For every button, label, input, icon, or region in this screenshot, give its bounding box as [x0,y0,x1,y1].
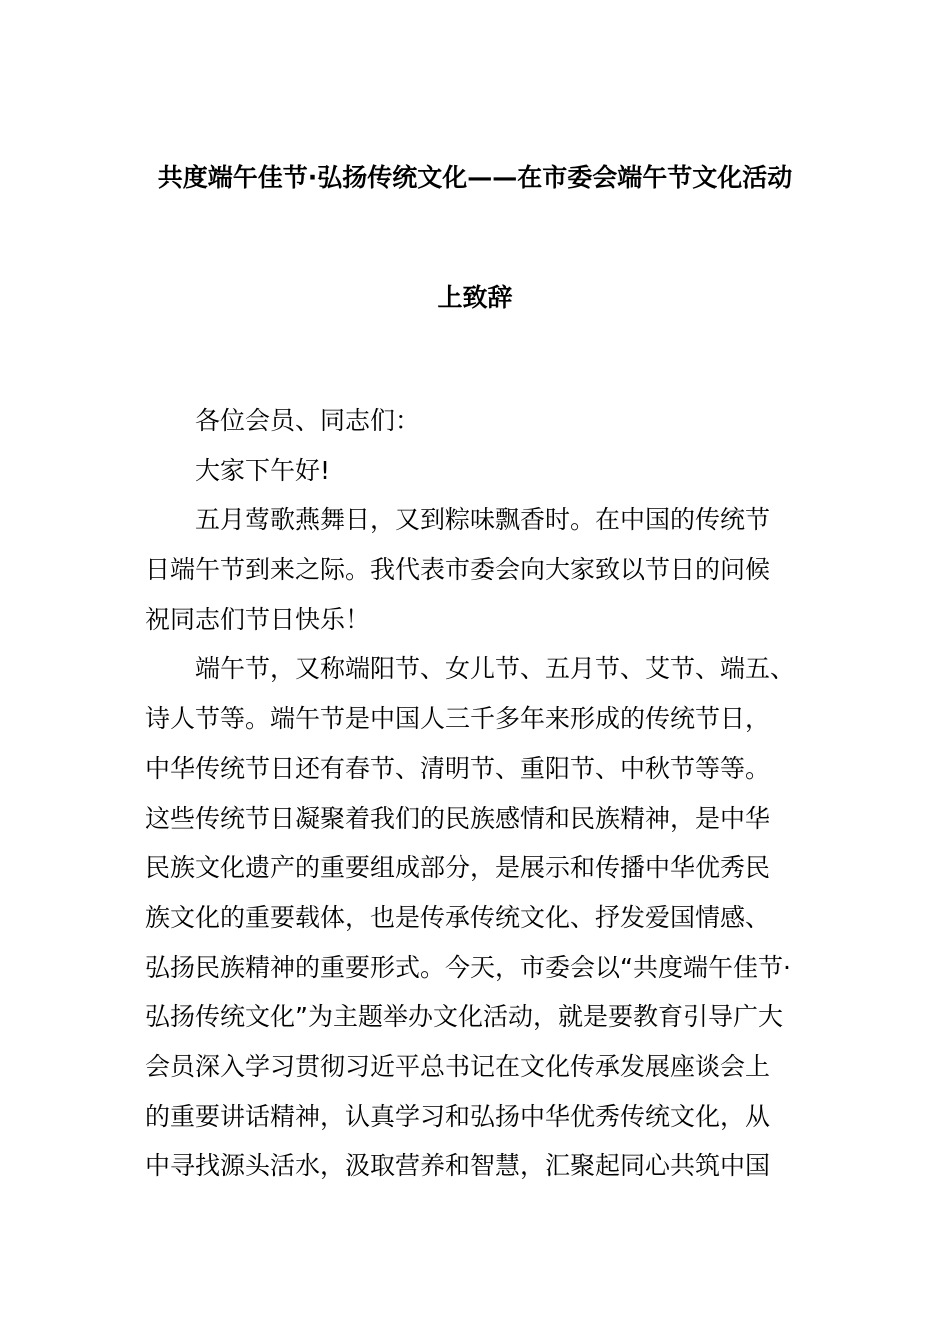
document-body [145,396,825,1191]
paragraph-2-line: 弘扬传统文化”为主题举办文化活动，就是要教育引导广大 [145,1002,783,1032]
paragraph-2-line: 中寻找源头活水，汲取营养和智慧，汇聚起同心共筑中国 [145,1151,771,1181]
paragraph-2-line: 族文化的重要载体，也是传承传统文化、抒发爱国情感、 [145,902,771,932]
paragraph-2-line: 会员深入学习贯彻习近平总书记在文化传承发展座谈会上 [145,1051,771,1081]
paragraph-2-line: 中华传统节日还有春节、清明节、重阳节、中秋节等等。 [145,753,771,783]
document-title-line-2: 上致辞 [437,283,513,312]
paragraph-2-line: 民族文化遗产的重要组成部分，是展示和传播中华优秀民 [145,853,771,883]
greeting-line: 大家下午好! [195,455,331,485]
paragraph-1-line: 祝同志们节日快乐！ [145,604,371,634]
paragraph-2-line: 诗人节等。端午节是中国人三千多年来形成的传统节日， [145,704,771,734]
paragraph-2-line: 端午节，又称端阳节、女儿节、五月节、艾节、端五、 [195,654,796,684]
paragraph-2-line: 弘扬民族精神的重要形式。今天，市委会以“共度端午佳节· [145,952,791,982]
paragraph-2-line: 的重要讲话精神，认真学习和弘扬中华优秀传统文化，从 [145,1101,771,1131]
paragraph-1-line: 五月莺歌燕舞日，又到粽味飘香时。在中国的传统节 [195,505,771,535]
paragraph-2-line: 这些传统节日凝聚着我们的民族感情和民族精神，是中华 [145,803,771,833]
paragraph-1-line: 日端午节到来之际。我代表市委会向大家致以节日的问候 [145,555,771,585]
salutation-line: 各位会员、同志们： [195,406,421,435]
document-title-line-1: 共度端午佳节·弘扬传统文化——在市委会端午节文化活动 [157,163,793,192]
